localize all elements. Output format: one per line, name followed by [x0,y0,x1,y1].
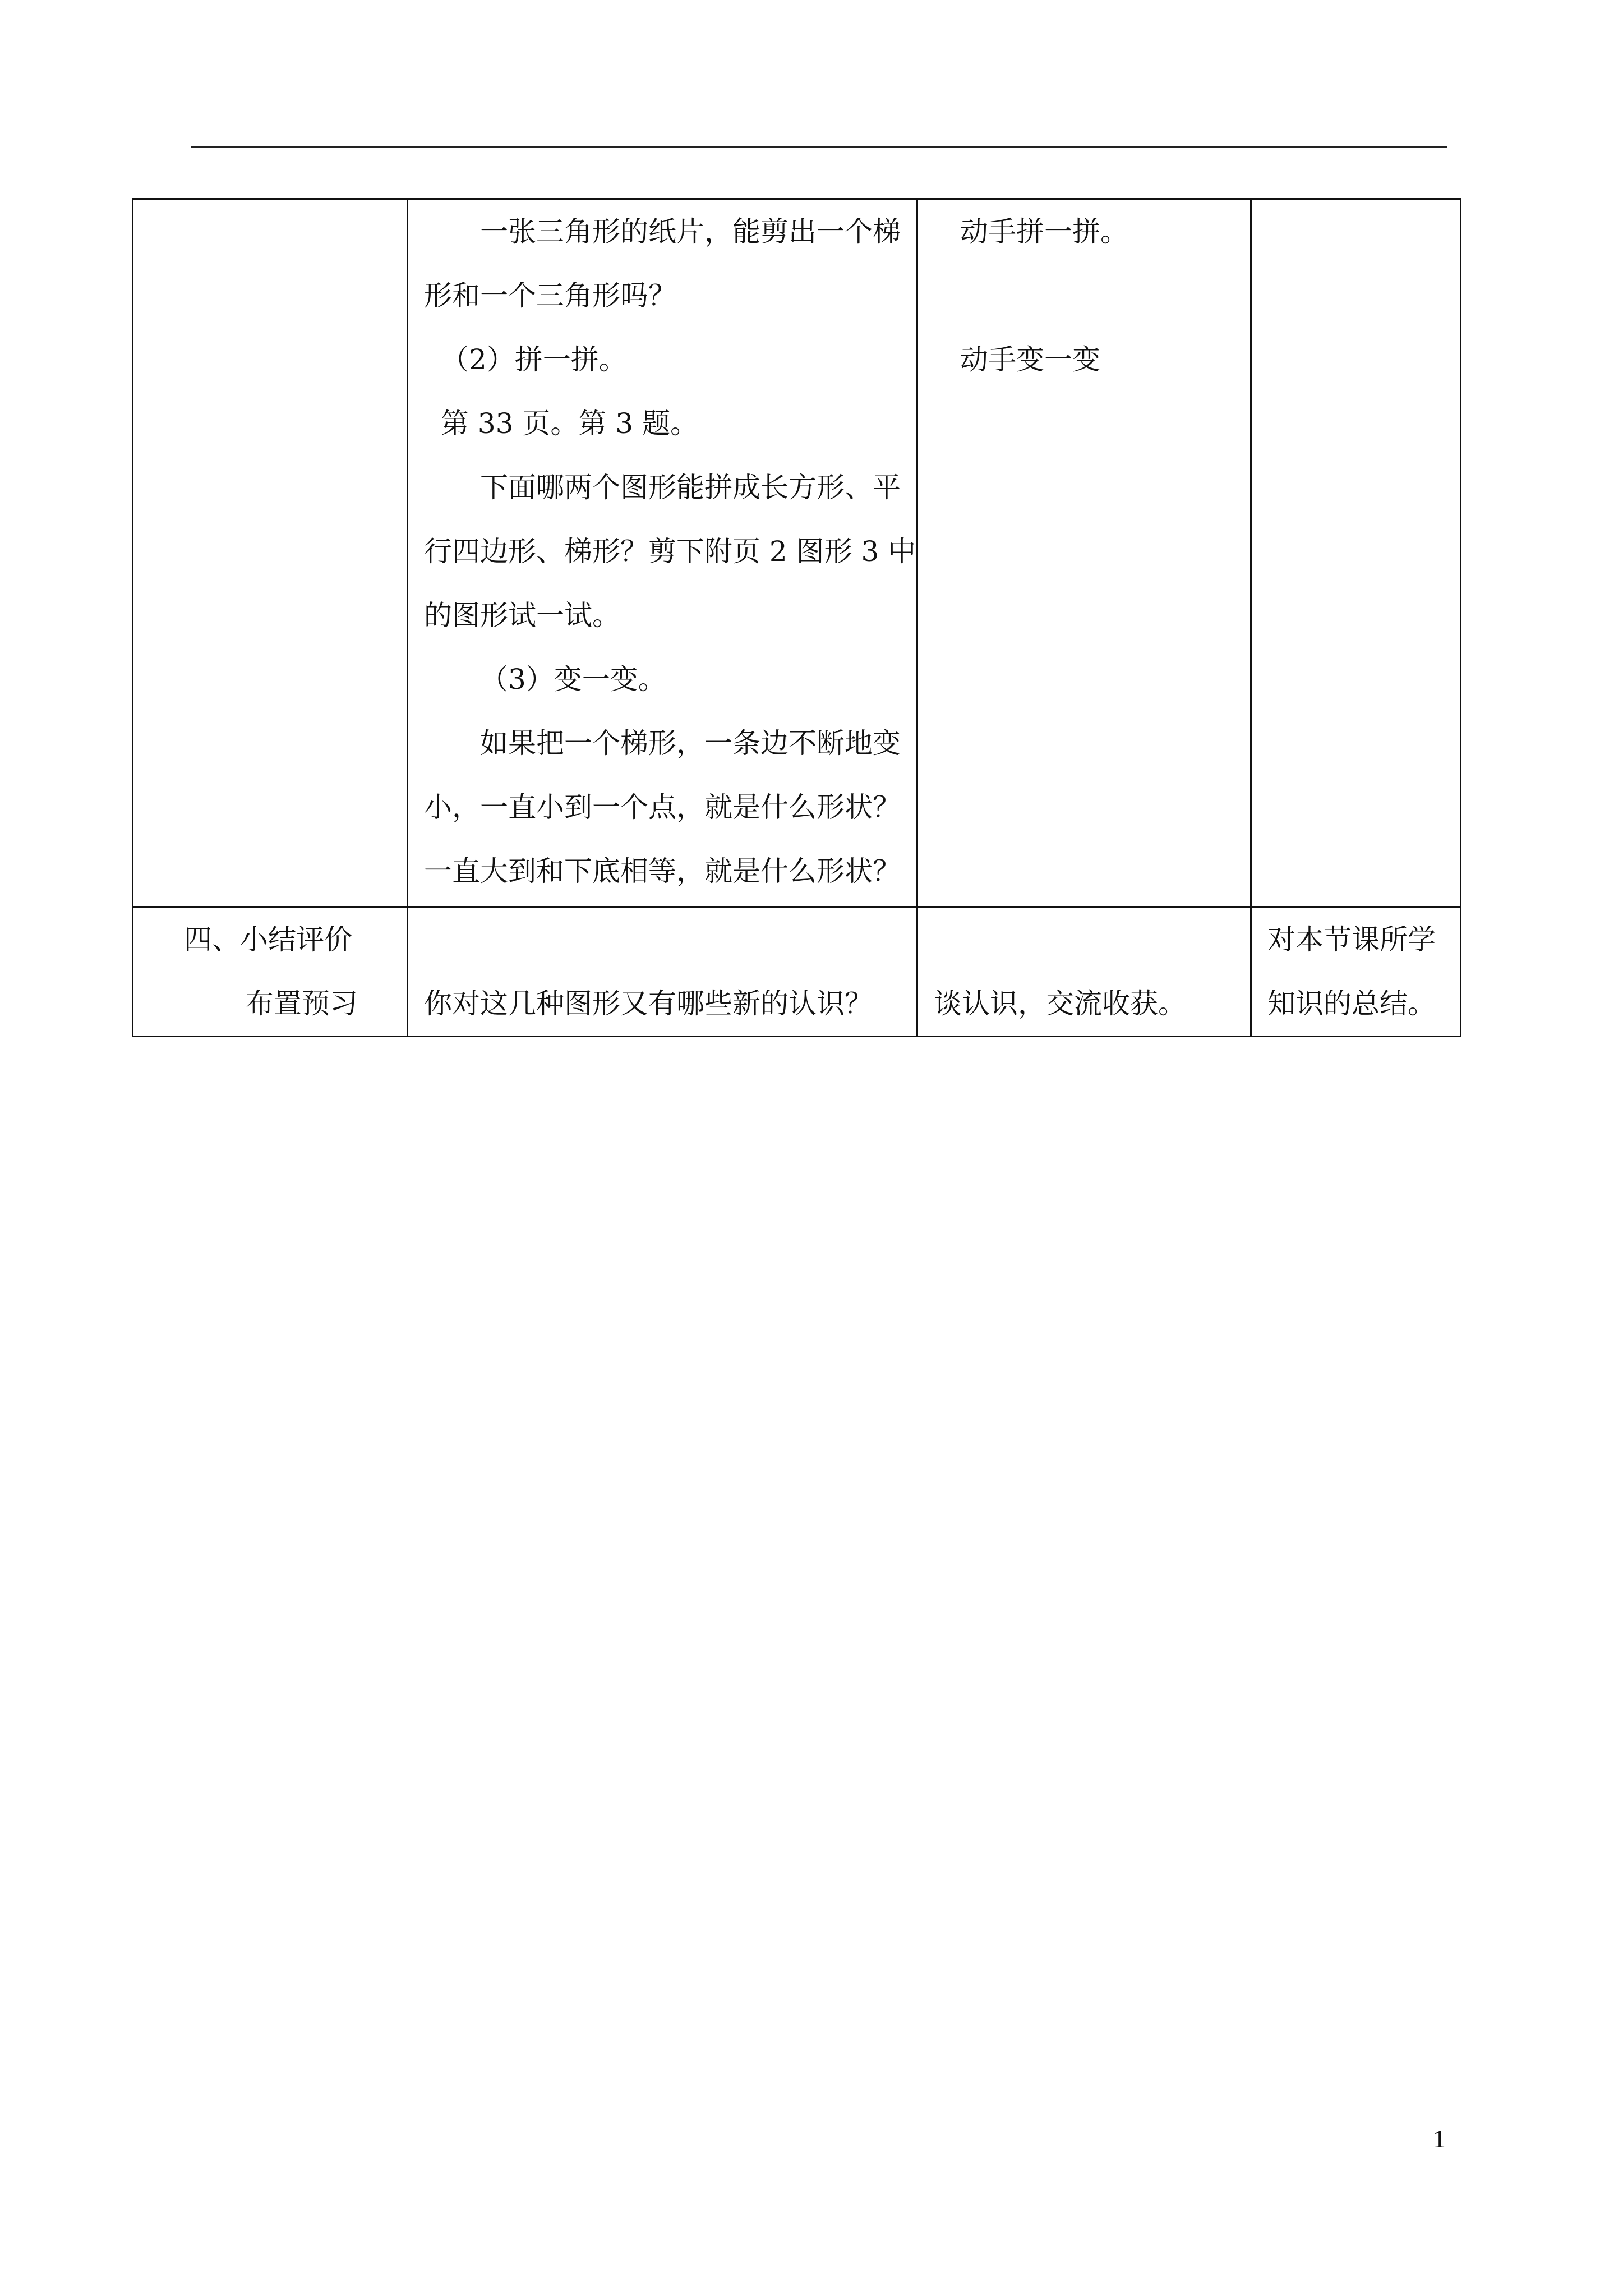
design-intent-cell [1251,907,1461,1037]
intent-line: 知识的总结。 [1267,987,1436,1020]
teacher-line: 小，一直小到一个点，就是什么形状？ [424,791,901,823]
table-row [133,199,1461,907]
teacher-line: 下面哪两个图形能拼成长方形、平 [480,471,901,504]
intent-line: 对本节课所学 [1267,923,1436,956]
page-number: 1 [1433,2124,1446,2153]
stage-title: 四、小结评价 [184,923,352,956]
stage-subtitle: 布置预习 [246,987,358,1020]
student-line: 动手拼一拼。 [960,215,1128,248]
teacher-activity-cell [408,907,917,1037]
teacher-line: 第 33 页。第 3 题。 [441,407,699,440]
table-row [133,907,1461,1037]
lesson-plan-table [132,198,1461,1037]
teacher-line: （3）变一变。 [480,663,666,696]
teacher-line: 一张三角形的纸片，能剪出一个梯 [480,215,901,248]
student-activity-cell [917,199,1251,907]
design-intent-cell [1251,199,1461,907]
student-activity-cell [917,907,1251,1037]
teacher-line: 一直大到和下底相等，就是什么形状？ [424,855,901,887]
teacher-line: 行四边形、梯形？剪下附页 2 图形 3 中 [424,535,916,568]
header-rule [191,146,1447,148]
student-line: 动手变一变 [960,343,1100,376]
teacher-line: 你对这几种图形又有哪些新的认识？ [424,987,873,1020]
teacher-line: 如果把一个梯形，一条边不断地变 [480,727,901,760]
student-line: 谈认识，交流收获。 [934,987,1186,1020]
teacher-line: （2）拼一拼。 [441,343,627,376]
stage-cell [133,199,408,907]
teacher-activity-cell [408,199,917,907]
teacher-line: 形和一个三角形吗？ [424,279,676,312]
teacher-line: 的图形试一试。 [424,599,620,632]
stage-cell [133,907,408,1037]
